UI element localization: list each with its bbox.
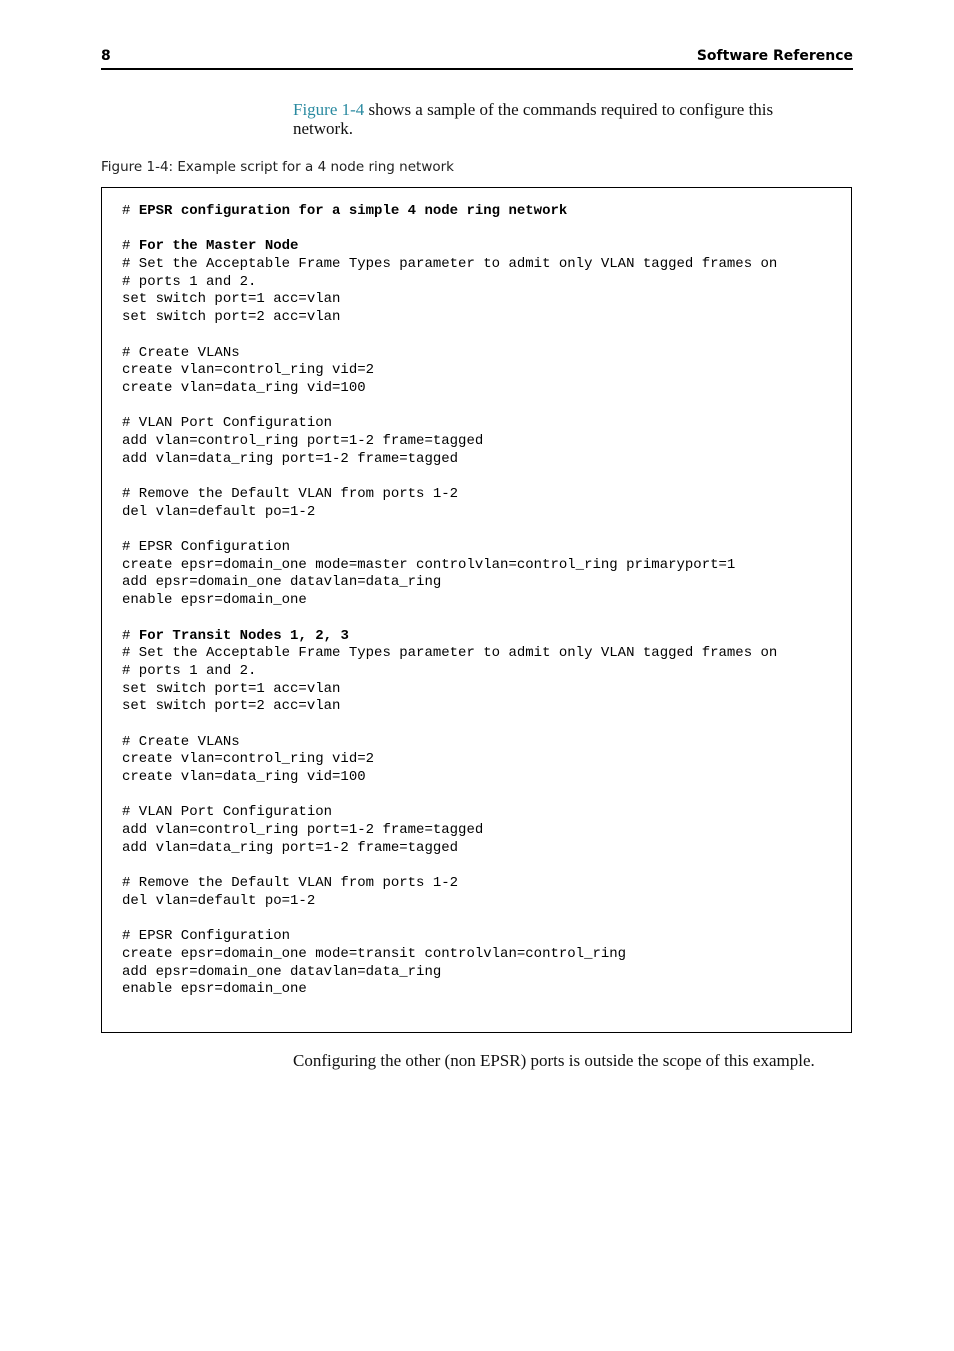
code-line-text: # EPSR Configuration xyxy=(122,928,291,945)
code-line xyxy=(122,504,777,522)
code-line-text: # Remove the Default VLAN from ports 1-2 xyxy=(122,486,459,502)
code-line-text: # Set the Acceptable Frame Types parameter to admit only VLAN tagged frames on xyxy=(122,645,778,662)
code-line xyxy=(122,857,777,875)
code-line xyxy=(122,398,777,416)
figure-reference-link[interactable]: Figure 1-4 xyxy=(293,100,365,119)
code-line-text: create epsr=domain_one mode=transit controlvlan=control_ring xyxy=(122,945,627,962)
code-line xyxy=(122,557,777,575)
page-number: 8 xyxy=(101,48,111,64)
code-line xyxy=(122,928,777,946)
code-line-text: # Set the Acceptable Frame Types parameter to admit only VLAN tagged frames on xyxy=(122,256,778,273)
code-line xyxy=(122,946,777,964)
code-line xyxy=(122,769,777,787)
code-line-text: add vlan=data_ring port=1-2 frame=tagged xyxy=(122,839,459,856)
code-line xyxy=(122,309,777,327)
code-line xyxy=(122,840,777,858)
running-title: Software Reference xyxy=(696,48,853,64)
code-line xyxy=(122,663,777,681)
figure-caption: Figure 1-4: Example script for a 4 node ring network xyxy=(101,159,454,175)
code-line xyxy=(122,751,777,769)
code-line xyxy=(122,822,777,840)
closing-paragraph: Configuring the other (non EPSR) ports is outside the scope of this example. xyxy=(293,1051,815,1070)
code-line-text: del vlan=default po=1-2 xyxy=(122,892,316,909)
code-line-text: set switch port=2 acc=vlan xyxy=(122,698,341,715)
code-line-text: # ports 1 and 2. xyxy=(122,273,257,290)
code-line-text: # Create VLANs xyxy=(122,733,240,750)
code-line xyxy=(122,875,777,893)
code-line-text: # ports 1 and 2. xyxy=(122,662,257,679)
code-listing xyxy=(101,187,852,1033)
code-line-text: # Create VLANs xyxy=(122,344,240,361)
code-line xyxy=(122,486,777,504)
code-line xyxy=(122,451,777,469)
code-line-text: enable epsr=domain_one xyxy=(122,592,307,609)
code-line-text: # VLAN Port Configuration xyxy=(122,415,333,432)
code-line xyxy=(122,698,777,716)
page-header xyxy=(101,46,853,70)
code-line xyxy=(122,521,777,539)
code-lines xyxy=(122,203,777,999)
code-line-text: add vlan=control_ring port=1-2 frame=tagged xyxy=(122,432,484,449)
code-line xyxy=(122,256,777,274)
code-line-text: enable epsr=domain_one xyxy=(122,981,307,998)
code-line xyxy=(122,804,777,822)
code-line-text: For Transit Nodes 1, 2, 3 xyxy=(138,627,349,644)
code-line-text: # VLAN Port Configuration xyxy=(122,804,333,821)
code-line-text: # Remove the Default VLAN from ports 1-2 xyxy=(122,875,459,892)
code-line xyxy=(122,327,777,345)
code-line xyxy=(122,964,777,982)
code-line-text: add epsr=domain_one datavlan=data_ring xyxy=(122,963,442,980)
code-line-text: set switch port=1 acc=vlan xyxy=(122,680,341,697)
code-line xyxy=(122,645,777,663)
code-line xyxy=(122,681,777,699)
code-line xyxy=(122,380,777,398)
code-line xyxy=(122,238,777,256)
intro-paragraph xyxy=(293,100,813,138)
code-line xyxy=(122,274,777,292)
code-line xyxy=(122,911,777,929)
code-line xyxy=(122,574,777,592)
code-line-text: add vlan=data_ring port=1-2 frame=tagged xyxy=(122,450,459,467)
code-line-text: add epsr=domain_one datavlan=data_ring xyxy=(122,574,442,591)
code-line xyxy=(122,716,777,734)
code-line xyxy=(122,610,777,628)
code-line xyxy=(122,592,777,610)
code-line-text: For the Master Node xyxy=(138,238,299,255)
code-line xyxy=(122,787,777,805)
code-line-text: create vlan=data_ring vid=100 xyxy=(122,379,366,396)
code-line-text: create vlan=data_ring vid=100 xyxy=(122,769,366,785)
code-line xyxy=(122,203,777,221)
code-line xyxy=(122,291,777,309)
code-line-text: create vlan=control_ring vid=2 xyxy=(122,751,375,768)
code-line-prefix: # xyxy=(122,627,139,644)
code-line-text: add vlan=control_ring port=1-2 frame=tagged xyxy=(122,822,484,839)
code-line xyxy=(122,734,777,752)
code-line xyxy=(122,628,777,646)
code-line-text: EPSR configuration for a simple 4 node ring network xyxy=(138,203,568,219)
code-line-text: # EPSR Configuration xyxy=(122,539,291,556)
code-line xyxy=(122,468,777,486)
code-line-prefix: # xyxy=(122,203,139,219)
code-line-text: create vlan=control_ring vid=2 xyxy=(122,362,375,379)
code-line-text: set switch port=1 acc=vlan xyxy=(122,291,341,308)
code-line-text: del vlan=default po=1-2 xyxy=(122,503,316,520)
code-line xyxy=(122,415,777,433)
code-line-text: set switch port=2 acc=vlan xyxy=(122,309,341,326)
code-line-text: create epsr=domain_one mode=master controlvlan=control_ring primaryport=1 xyxy=(122,556,736,573)
code-line xyxy=(122,433,777,451)
intro-text: shows a sample of the commands required to configure this network. xyxy=(293,100,774,138)
code-line xyxy=(122,345,777,363)
code-line-prefix: # xyxy=(122,238,139,255)
code-line xyxy=(122,362,777,380)
code-line xyxy=(122,539,777,557)
code-line xyxy=(122,893,777,911)
code-line xyxy=(122,981,777,999)
code-line xyxy=(122,221,777,239)
